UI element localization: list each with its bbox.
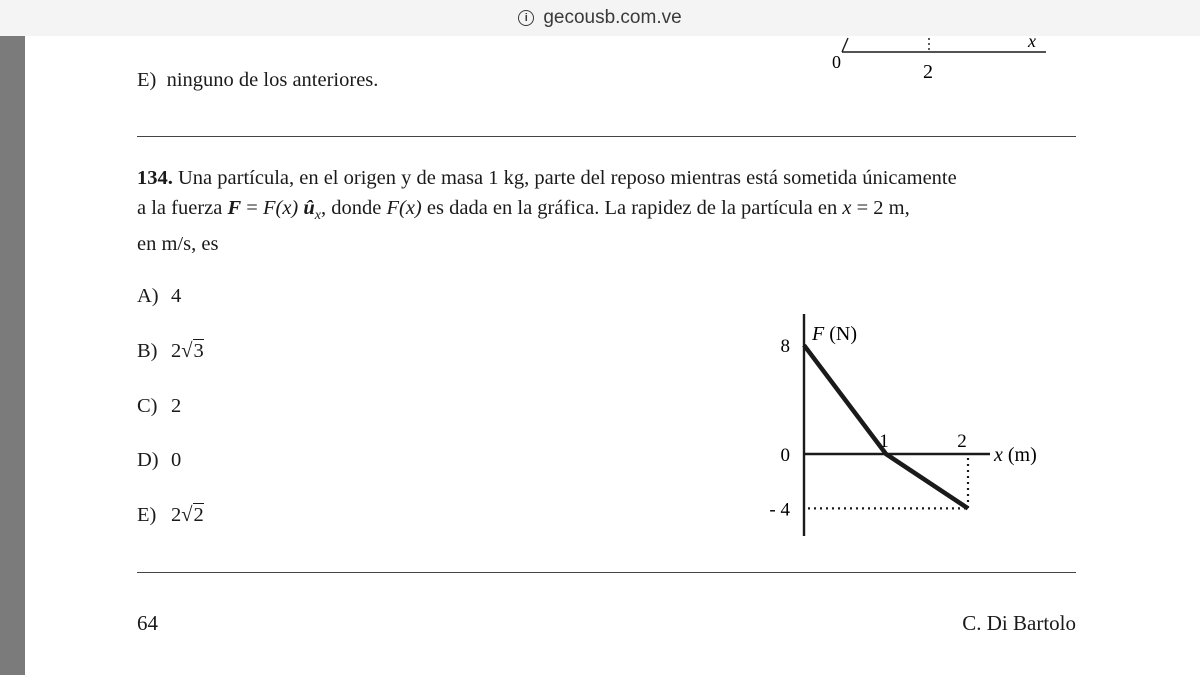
y-tick-0: 0 <box>780 445 790 466</box>
unit-vector-subscript: x <box>314 207 321 223</box>
problem-line-2 <box>137 194 1076 231</box>
y-axis-var: F <box>812 323 825 345</box>
option-b-coef: 2 <box>171 340 182 362</box>
option-c-value: 2 <box>171 395 182 417</box>
option-d[interactable] <box>137 449 181 472</box>
x-tick-2: 2 <box>957 431 967 452</box>
y-axis-label <box>811 323 857 345</box>
option-e-label: E) <box>137 504 157 526</box>
x-variable: x <box>842 196 852 219</box>
author-name: C. Di Bartolo <box>962 611 1076 635</box>
option-c[interactable] <box>137 395 181 418</box>
x-tick-1: 1 <box>879 431 889 452</box>
page-number: 64 <box>137 611 158 635</box>
option-e-coef: 2 <box>171 504 182 526</box>
option-b-radicand: 3 <box>193 340 204 362</box>
problem-line-1-text: Una partícula, en el origen y de masa 1 kg, parte del reposo mientras está sometida únicamente <box>178 167 957 189</box>
problem-line-2-b: , donde <box>321 196 382 219</box>
left-sidebar <box>0 36 25 675</box>
problem-line-3: en m/s, es <box>137 233 219 256</box>
problem-line-1 <box>137 164 1076 194</box>
prev-graph-curve <box>842 38 848 52</box>
prev-option-e-text: ninguno de los anteriores. <box>166 69 379 91</box>
problem-line-2-a: a la fuerza <box>137 196 223 219</box>
option-d-value: 0 <box>171 449 182 471</box>
x-value: = 2 m, <box>856 196 910 219</box>
option-a-label: A) <box>137 285 159 307</box>
y-tick-minus-4: - 4 <box>769 499 790 521</box>
y-axis-unit: (N) <box>829 323 857 345</box>
info-icon[interactable]: i <box>518 10 534 26</box>
force-function: F(x) <box>262 196 299 219</box>
x-axis-label <box>993 444 1037 466</box>
url-text: gecousb.com.ve <box>543 7 682 28</box>
divider-bottom <box>137 572 1076 573</box>
browser-url-bar[interactable] <box>0 0 1200 36</box>
force-graph <box>740 300 1070 550</box>
sqrt-symbol: √ <box>181 504 193 526</box>
prev-graph-tick-2: 2 <box>923 61 933 83</box>
force-function-2: F(x) <box>386 196 422 219</box>
prev-graph-origin: 0 <box>832 52 841 72</box>
option-b[interactable] <box>137 340 204 363</box>
prev-option-e <box>137 66 378 95</box>
sqrt-symbol: √ <box>181 340 193 362</box>
force-vector: F <box>227 196 242 219</box>
unit-vector: û <box>303 196 315 219</box>
option-a-value: 4 <box>171 285 182 307</box>
problem-line-2-c: es dada en la gráfica. La rapidez de la partícula en <box>426 196 838 219</box>
option-e-radicand: 2 <box>193 504 204 526</box>
prev-graph <box>820 36 1060 86</box>
prev-option-e-label: E) <box>137 69 157 91</box>
problem-number: 134. <box>137 167 173 189</box>
divider-top <box>137 136 1076 137</box>
option-d-label: D) <box>137 449 159 471</box>
problem-134 <box>137 164 1076 260</box>
option-e[interactable] <box>137 504 204 527</box>
option-c-label: C) <box>137 395 158 417</box>
x-axis-var: x <box>994 444 1003 466</box>
prev-graph-x-label: x <box>1028 36 1036 51</box>
x-axis-unit: (m) <box>1007 444 1037 466</box>
y-tick-8: 8 <box>780 336 790 358</box>
option-b-label: B) <box>137 340 158 362</box>
option-a[interactable] <box>137 285 181 308</box>
force-line <box>804 345 968 508</box>
equals-sign: = <box>246 196 258 219</box>
